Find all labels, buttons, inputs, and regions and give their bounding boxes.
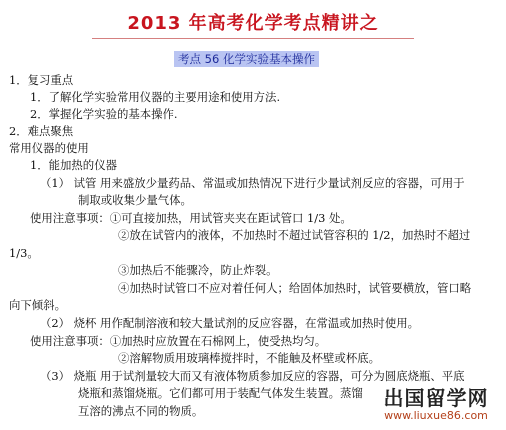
list-item: 2．掌握化学实验的基本操作. <box>30 107 178 121</box>
paragraph-line: （1） 试管 用来盛放少量药品、常温或加热情况下进行少量试剂反应的容器，可用于 <box>40 176 465 190</box>
heading-review-points: 1．复习重点 <box>9 73 74 87</box>
section-subtitle: 考点 56 化学实验基本操作 <box>174 51 319 67</box>
paragraph-line: （3） 烧瓶 用于试剂量较大而又有液体物质参加反应的容器，可分为圆底烧瓶、平底 <box>40 369 465 383</box>
paragraph-line: ②溶解物质用玻璃棒搅拌时，不能触及杯壁或杯底。 <box>118 351 380 365</box>
paragraph-line: 制取或收集少量气体。 <box>78 193 192 207</box>
section-heading: 常用仪器的使用 <box>9 141 89 155</box>
paragraph-line: 烧瓶和蒸馏烧瓶。它们都可用于装配气体发生装置。蒸馏 <box>78 386 363 400</box>
site-watermark <box>370 387 502 422</box>
paragraph-line: ③加热后不能骤冷，防止炸裂。 <box>118 263 278 277</box>
paragraph-line: ④加热时试管口不应对着任何人；给固体加热时，试管要横放，管口略 <box>118 281 472 295</box>
paragraph-line: 使用注意事项：①加热时应放置在石棉网上，使受热均匀。 <box>30 334 327 348</box>
paragraph-line: 使用注意事项：①可直接加热，用试管夹夹在距试管口 1/3 处。 <box>30 211 352 225</box>
paragraph-line: 向下倾斜。 <box>9 298 66 312</box>
paragraph-line: 1/3。 <box>9 246 39 260</box>
watermark-url: www.liuxue86.com <box>384 409 488 422</box>
title-underline <box>92 38 414 39</box>
document-title: 2013 年高考化学考点精讲之 <box>127 13 379 34</box>
watermark-name: 出国留学网 <box>383 386 489 410</box>
paragraph-line: ②放在试管内的液体，不加热时不超过试管容积的 1/2，加热时不超过 <box>118 228 471 242</box>
paragraph-line: 互溶的沸点不同的物质。 <box>78 404 204 418</box>
list-item: 1．了解化学实验常用仪器的主要用途和使用方法. <box>30 90 281 104</box>
paragraph-line: （2） 烧杯 用作配制溶液和较大量试剂的反应容器，在常温或加热时使用。 <box>40 316 419 330</box>
subsection-heading: 1．能加热的仪器 <box>30 158 117 172</box>
heading-difficulties: 2．难点聚焦 <box>9 124 74 138</box>
